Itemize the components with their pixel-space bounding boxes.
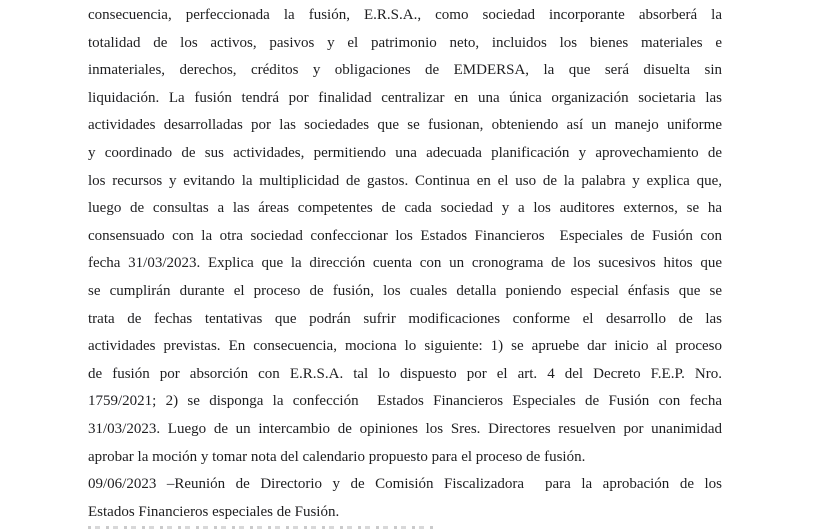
text-line: los recursos y evitando la multiplicidad de gastos. Continua en el uso de la palabra y explica que, bbox=[88, 172, 722, 189]
text-line: 1759/2021; 2) se disponga la confección Estados Financieros Especiales de Fusión con fecha bbox=[88, 393, 722, 410]
text-line: de fusión por absorción con E.R.S.A. tal lo dispuesto por el art. 4 del Decreto F.E.P. Nro. bbox=[88, 365, 722, 382]
text-line: consecuencia, perfeccionada la fusión, E.R.S.A., como sociedad incorporante absorberá la bbox=[88, 7, 722, 23]
text-line: actividades previstas. En consecuencia, mociona lo siguiente: 1) se apruebe dar inicio al proceso bbox=[88, 338, 722, 355]
text-line: trata de fechas tentativas que podrán sufrir modificaciones conforme el desarrollo de las bbox=[88, 310, 722, 327]
text-line: totalidad de los activos, pasivos y el patrimonio neto, incluidos los bienes materiales e bbox=[88, 34, 722, 51]
text-line: actividades desarrolladas por las sociedades que se fusionan, obteniendo así un manejo uniforme bbox=[88, 117, 722, 134]
document-page bbox=[88, 2, 722, 526]
text-line: 31/03/2023. Luego de un intercambio de opiniones los Sres. Directores resuelven por unanimidad bbox=[88, 420, 722, 437]
text-line: y coordinado de sus actividades, permitiendo una adecuada planificación y aprovechamiento de bbox=[88, 144, 722, 161]
text-line: se cumplirán durante el proceso de fusión, los cuales detalla poniendo especial énfasis que se bbox=[88, 282, 722, 299]
text-line: liquidación. La fusión tendrá por finalidad centralizar en una única organización societaria las bbox=[88, 89, 722, 106]
text-line-paragraph-end: Estados Financieros especiales de Fusión. bbox=[88, 503, 340, 520]
text-line: consensuado con la otra sociedad confeccionar los Estados Financieros Especiales de Fusión con bbox=[88, 227, 722, 244]
text-line-paragraph-end: aprobar la moción y tomar nota del calendario propuesto para el proceso de fusión. bbox=[88, 448, 586, 465]
text-line: fecha 31/03/2023. Explica que la dirección cuenta con un cronograma de los sucesivos hitos que bbox=[88, 255, 722, 272]
text-line: 09/06/2023 –Reunión de Directorio y de Comisión Fiscalizadora para la aprobación de los bbox=[88, 476, 722, 493]
text-line: inmateriales, derechos, créditos y obligaciones de EMDERSA, la que será disuelta sin bbox=[88, 62, 722, 79]
text-line: luego de consultas a las áreas competentes de cada sociedad y a los auditores externos, se ha bbox=[88, 200, 722, 217]
